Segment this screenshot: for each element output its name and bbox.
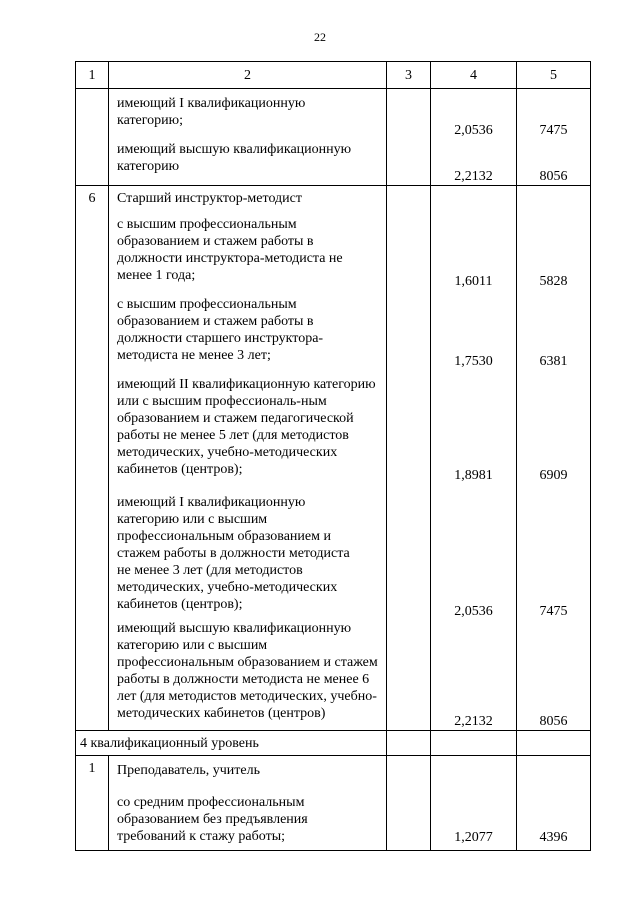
- salary-value: 5828: [539, 274, 568, 289]
- coefficient-value: 1,7530: [454, 354, 493, 369]
- table-row: [76, 756, 591, 851]
- row-number: 1: [76, 756, 109, 851]
- header-col-3: 3: [387, 62, 431, 89]
- coefficient-value: 2,2132: [454, 714, 493, 729]
- position-title: Преподаватель, учитель: [117, 763, 260, 778]
- salary-value: 7475: [539, 123, 568, 138]
- list-item: имеющий высшую квалификационную категорию или с высшим профессиональным образованием и стажем работы в должности методиста не менее 6 лет (для методистов методических, учебно-методических кабинетов (центров): [117, 621, 378, 721]
- salary-value: 6381: [539, 354, 568, 369]
- coefficient-value: 2,0536: [454, 604, 493, 619]
- list-item: имеющий I квалификационную категорию;: [117, 96, 306, 128]
- page-number: 22: [314, 30, 326, 44]
- coefficient-value: 2,0536: [454, 123, 493, 138]
- salary-value: 8056: [539, 714, 568, 729]
- list-item: с высшим профессиональным образованием и стажем работы в должности старшего инструктора-методиста не менее 3 лет;: [117, 297, 324, 363]
- header-col-5: 5: [517, 62, 591, 89]
- header-col-2: 2: [109, 62, 387, 89]
- list-item: имеющий II квалификационную категорию или с высшим профессиональ-ным образованием и стажем педагогической работы не менее 5 лет (для методистов методических, учебно-методических кабинетов (центров);: [117, 377, 376, 477]
- list-item: со средним профессиональным образованием без предъявления требований к стажу работы;: [117, 795, 308, 844]
- table-row: [76, 186, 591, 731]
- qualification-level-label: 4 квалификационный уровень: [76, 731, 387, 756]
- coefficient-value: 1,2077: [454, 830, 493, 845]
- list-item: имеющий высшую квалификационную категорию: [117, 142, 352, 174]
- salary-table: [75, 61, 591, 851]
- row-number: 6: [76, 186, 109, 731]
- salary-value: 6909: [539, 468, 568, 483]
- salary-value: 8056: [539, 169, 568, 184]
- coefficient-value: 1,8981: [454, 468, 493, 483]
- header-col-1: 1: [76, 62, 109, 89]
- qualification-level-row: [76, 731, 591, 756]
- coefficient-value: 2,2132: [454, 169, 493, 184]
- table-row: [76, 89, 591, 186]
- list-item: с высшим профессиональным образованием и стажем работы в должности инструктора-методиста не менее 1 года;: [117, 217, 343, 283]
- header-row: [76, 62, 591, 89]
- salary-value: 4396: [539, 830, 568, 845]
- list-item: имеющий I квалификационную категорию или с высшим профессиональным образованием и стажем работы в должности методиста не менее 3 лет (для методистов методических, учебно-методических кабинетов (центров);: [117, 495, 350, 612]
- header-col-4: 4: [431, 62, 517, 89]
- coefficient-value: 1,6011: [454, 274, 493, 289]
- salary-value: 7475: [539, 604, 568, 619]
- position-title: Старший инструктор-методист: [117, 191, 302, 206]
